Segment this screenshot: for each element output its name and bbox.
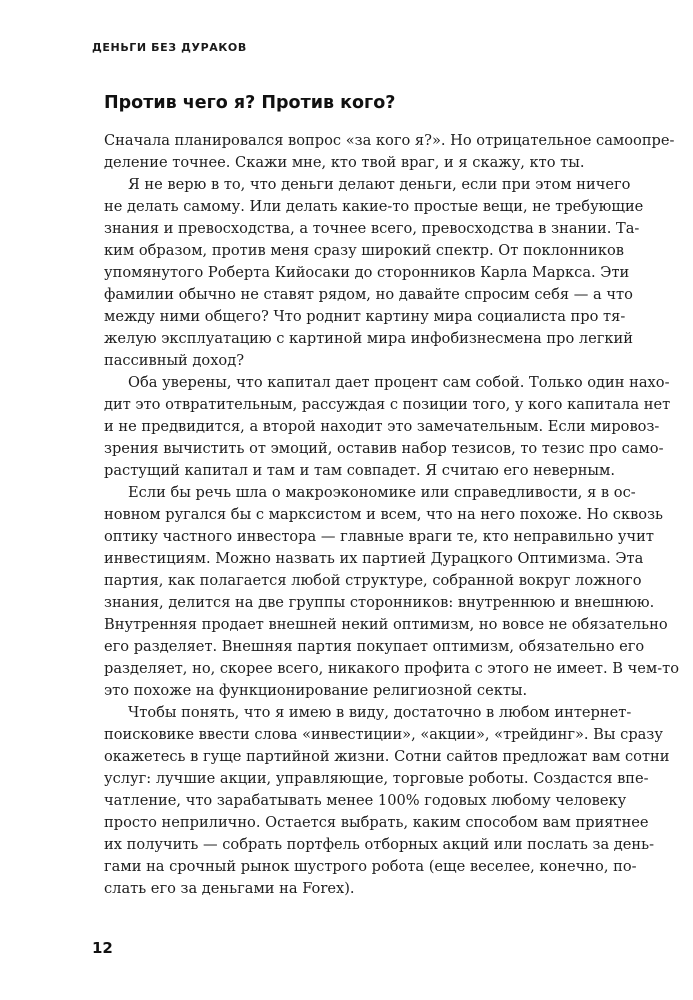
text-line: это похоже на функционирование религиозной секты. [104, 682, 528, 699]
text-line: Если бы речь шла о макроэкономике или справедливости, я в ос- [128, 484, 636, 501]
text-line: пассивный доход? [104, 352, 245, 369]
text-line: не делать самому. Или делать какие-то простые вещи, не требующие [104, 198, 644, 215]
text-line: их получить — собрать портфель отборных акций или послать за день- [104, 836, 655, 853]
body-text [104, 130, 680, 900]
text-line: дит это отвратительным, рассуждая с позиции того, у кого капитала нет [104, 396, 671, 413]
text-line: чатление, что зарабатывать менее 100% годовых любому человеку [104, 792, 627, 809]
text-line: желую эксплуатацию с картиной мира инфобизнесмена про легкий [104, 330, 634, 347]
text-line: инвестициям. Можно назвать их партией Дурацкого Оптимизма. Эта [104, 550, 644, 567]
text-line: между ними общего? Что роднит картину мира социалиста про тя- [104, 308, 626, 325]
text-line: новном ругался бы с марксистом и всем, что на него похоже. Но сквозь [104, 506, 663, 523]
text-line: его разделяет. Внешняя партия покупает оптимизм, обязательно его [104, 638, 645, 655]
section-title: Против чего я? Против кого? [104, 93, 396, 113]
text-line: гами на срочный рынок шустрого робота (еще веселее, конечно, по- [104, 858, 637, 875]
text-line: Внутренняя продает внешней некий оптимизм, но вовсе не обязательно [104, 616, 668, 633]
text-line: разделяет, но, скорее всего, никакого профита с этого не имеет. В чем-то [104, 660, 680, 677]
text-line: просто неприлично. Остается выбрать, каким способом вам приятнее [104, 814, 649, 831]
text-line: Оба уверены, что капитал дает процент сам собой. Только один нахо- [128, 374, 670, 391]
text-line: знания, делится на две группы сторонников: внутреннюю и внешнюю. [104, 594, 655, 611]
text-line: Сначала планировался вопрос «за кого я?». Но отрицательное самоопре- [104, 132, 675, 149]
text-line: окажетесь в гуще партийной жизни. Сотни сайтов предложат вам сотни [104, 748, 670, 765]
text-line: деление точнее. Скажи мне, кто твой враг, и я скажу, кто ты. [104, 154, 585, 171]
running-header: ДЕНЬГИ БЕЗ ДУРАКОВ [92, 41, 247, 54]
text-line: партия, как полагается любой структуре, собранной вокруг ложного [104, 572, 642, 589]
text-line: Чтобы понять, что я имею в виду, достаточно в любом интернет- [128, 704, 632, 721]
text-line: растущий капитал и там и там совпадет. Я считаю его неверным. [104, 462, 616, 479]
text-line: знания и превосходства, а точнее всего, превосходства в знании. Та- [104, 220, 640, 237]
text-line: слать его за деньгами на Forex). [104, 880, 355, 897]
text-line: зрения вычистить от эмоций, оставив набор тезисов, то тезис про само- [104, 440, 664, 457]
text-line: Я не верю в то, что деньги делают деньги, если при этом ничего [128, 176, 631, 193]
text-line: фамилии обычно не ставят рядом, но давайте спросим себя — а что [104, 286, 633, 303]
text-line: услуг: лучшие акции, управляющие, торговые роботы. Создастся впе- [104, 770, 649, 787]
text-line: поисковике ввести слова «инвестиции», «акции», «трейдинг». Вы сразу [104, 726, 663, 743]
text-line: и не предвидится, а второй находит это замечательным. Если мировоз- [104, 418, 660, 435]
text-line: оптику частного инвестора — главные враги те, кто неправильно учит [104, 528, 654, 545]
page-number: 12 [92, 939, 113, 957]
text-line: ким образом, против меня сразу широкий спектр. От поклонников [104, 242, 624, 259]
text-line: упомянутого Роберта Кийосаки до сторонников Карла Маркса. Эти [104, 264, 630, 281]
